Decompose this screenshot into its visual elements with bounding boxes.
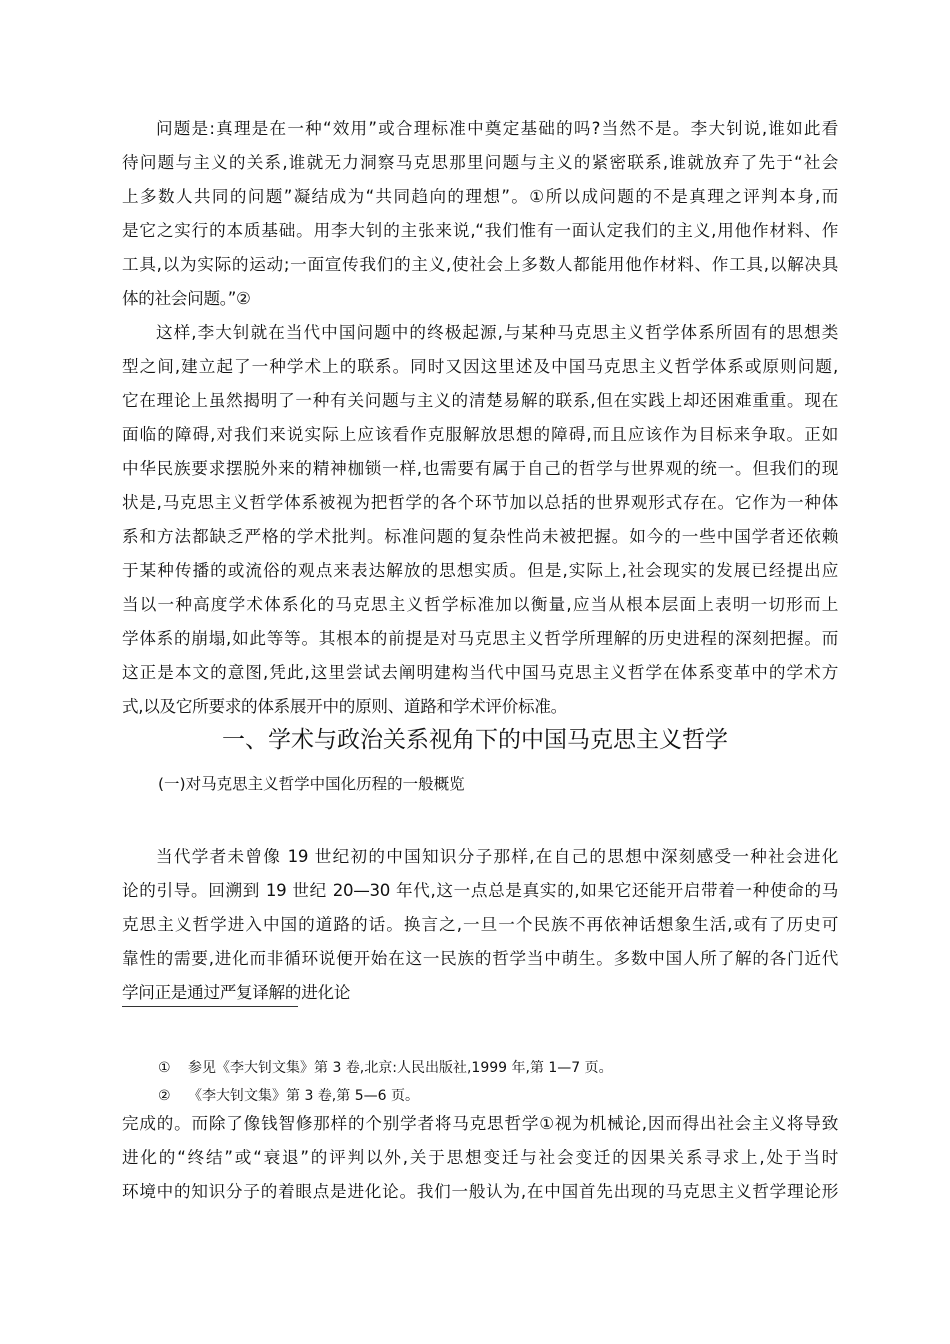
text-line: 这正是本文的意图,凭此,这里尝试去阐明建构当代中国马克思主义哲学在体系变革中的学术方 — [122, 663, 838, 682]
footnote-separator — [122, 1006, 298, 1007]
text-line: 上多数人共同的问题”凝结成为“共同趋向的理想”。①所以成问题的不是真理之评判本身,而 — [122, 187, 838, 206]
subsection-heading: (一)对马克思主义哲学中国化历程的一般概览 — [158, 775, 465, 793]
text-line: 是它之实行的本质基础。用李大钊的主张来说,“我们惟有一面认定我们的主义,用他作材料、作 — [122, 221, 838, 240]
text-line: 论的引导。回溯到 19 世纪 20—30 年代,这一点总是真实的,如果它还能开启带着一种使命的马 — [122, 881, 838, 900]
footnotes — [158, 1054, 613, 1110]
text-line: 体的社会问题。”② — [122, 289, 251, 308]
footnote-mark: ② — [158, 1088, 171, 1104]
text-line: 问题是:真理是在一种“效用”或合理标准中奠定基础的吗?当然不是。李大钊说,谁如此看 — [156, 119, 838, 138]
paragraph-2 — [122, 316, 838, 724]
text-line: 型之间,建立起了一种学术上的联系。同时又因这里述及中国马克思主义哲学体系或原则问题, — [122, 357, 838, 376]
paragraph-3 — [122, 840, 838, 1010]
text-line: 学问正是通过严复译解的进化论 — [122, 983, 351, 1002]
text-line: 进化的“终结”或“衰退”的评判以外,关于思想变迁与社会变迁的因果关系寻求上,处于当时 — [122, 1148, 838, 1167]
text-line: 完成的。而除了像钱智修那样的个别学者将马克思哲学①视为机械论,因而得出社会主义将导致 — [122, 1114, 838, 1133]
text-line: 当代学者未曾像 19 世纪初的中国知识分子那样,在自己的思想中深刻感受一种社会进化 — [156, 847, 838, 866]
text-line: 这样,李大钊就在当代中国问题中的终极起源,与某种马克思主义哲学体系所固有的思想类 — [156, 323, 838, 342]
text-line: 面临的障碍,对我们来说实际上应该看作克服解放思想的障碍,而且应该作为目标来争取。正如 — [122, 425, 838, 444]
text-line: 于某种传播的或流俗的观点来表达解放的思想实质。但是,实际上,社会现实的发展已经提出应 — [122, 561, 838, 580]
footnote-text: 《李大钊文集》第 3 卷,第 5—6 页。 — [188, 1088, 419, 1104]
footnote-mark: ① — [158, 1060, 171, 1076]
text-line: 环境中的知识分子的着眼点是进化论。我们一般认为,在中国首先出现的马克思主义哲学理论形 — [122, 1182, 838, 1201]
text-line: 它在理论上虽然揭明了一种有关问题与主义的清楚易解的联系,但在实践上却还困难重重。现在 — [122, 391, 838, 410]
footnote-2 — [158, 1082, 613, 1110]
text-line: 学体系的崩塌,如此等等。其根本的前提是对马克思主义哲学所理解的历史进程的深刻把握。而 — [122, 629, 838, 648]
paragraph-1 — [122, 112, 838, 316]
text-line: 系和方法都缺乏严格的学术批判。标准问题的复杂性尚未被把握。如今的一些中国学者还依赖 — [122, 527, 838, 546]
text-line: 工具,以为实际的运动;一面宣传我们的主义,使社会上多数人都能用他作材料、作工具,以解决具 — [122, 255, 838, 274]
text-line: 待问题与主义的关系,谁就无力洞察马克思那里问题与主义的紧密联系,谁就放弃了先于“社会 — [122, 153, 838, 172]
footnote-text: 参见《李大钊文集》第 3 卷,北京:人民出版社,1999 年,第 1—7 页。 — [188, 1060, 613, 1076]
text-line: 当以一种高度学术体系化的马克思主义哲学标准加以衡量,应当从根本层面上表明一切形而上 — [122, 595, 838, 614]
text-line: 状是,马克思主义哲学体系被视为把哲学的各个环节加以总括的世界观形式存在。它作为一种体 — [122, 493, 838, 512]
text-line: 靠性的需要,进化而非循环说便开始在这一民族的哲学当中萌生。多数中国人所了解的各门近代 — [122, 949, 838, 968]
footnote-1 — [158, 1054, 613, 1082]
text-line: 克思主义哲学进入中国的道路的话。换言之,一旦一个民族不再依神话想象生活,或有了历史可 — [122, 915, 838, 934]
text-line: 中华民族要求摆脱外来的精神枷锁一样,也需要有属于自己的哲学与世界观的统一。但我们的现 — [122, 459, 838, 478]
text-line: 式,以及它所要求的体系展开中的原则、道路和学术评价标准。 — [122, 697, 567, 716]
section-heading: 一、学术与政治关系视角下的中国马克思主义哲学 — [222, 727, 728, 753]
paragraph-continued — [122, 1107, 838, 1209]
